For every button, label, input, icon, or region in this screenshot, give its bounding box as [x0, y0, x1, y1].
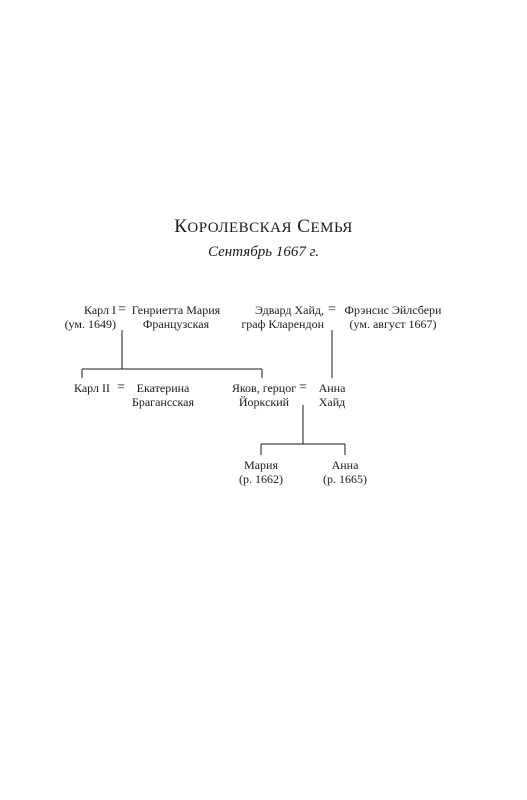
- person-name: Карл II: [74, 381, 110, 395]
- person-name: Екатерина: [136, 381, 190, 395]
- person-note: (р. 1665): [323, 472, 367, 486]
- person-edward-hyde: [241, 303, 324, 331]
- person-james-duke-of-york: [226, 381, 302, 409]
- person-note: Йоркский: [238, 395, 290, 409]
- person-name: Карл I: [84, 303, 116, 317]
- person-name: Яков, герцог: [231, 381, 297, 395]
- person-note: граф Кларендон: [241, 317, 324, 331]
- person-note: Хайд: [318, 395, 346, 409]
- person-name: Генриетта Мария: [131, 303, 221, 317]
- page-subtitle: Сентябрь 1667 г.: [208, 244, 319, 260]
- person-charles-ii: [74, 381, 110, 395]
- person-frances-aylesbury: [338, 303, 448, 331]
- title-word-1: ОРОЛЕВСКАЯ: [187, 220, 293, 236]
- person-name: Фрэнсис Эйлсбери: [344, 303, 442, 317]
- title-initial-1: К: [174, 216, 188, 237]
- person-note: (ум. 1649): [64, 317, 116, 331]
- person-name: Мария: [244, 458, 278, 472]
- marriage-symbol: =: [328, 302, 336, 317]
- title-word-2: ЕМЬЯ: [310, 220, 353, 236]
- person-anne-hyde: [312, 381, 352, 409]
- person-name: Анна: [318, 381, 346, 395]
- person-note: Брагансская: [131, 395, 195, 409]
- person-name: Эдвард Хайд,: [254, 303, 324, 317]
- person-catherine-of-braganza: [126, 381, 200, 409]
- person-note: (ум. август 1667): [349, 317, 437, 331]
- person-charles-i: [65, 303, 116, 331]
- title-initial-2: С: [297, 216, 311, 237]
- marriage-symbol: =: [118, 302, 126, 317]
- person-anne: [315, 458, 375, 486]
- marriage-symbol: =: [299, 380, 307, 395]
- marriage-symbol: =: [117, 380, 125, 395]
- person-note: (р. 1662): [239, 472, 283, 486]
- person-note: Французская: [142, 317, 210, 331]
- person-henrietta-maria: [128, 303, 224, 331]
- person-mary: [231, 458, 291, 486]
- person-name: Анна: [331, 458, 359, 472]
